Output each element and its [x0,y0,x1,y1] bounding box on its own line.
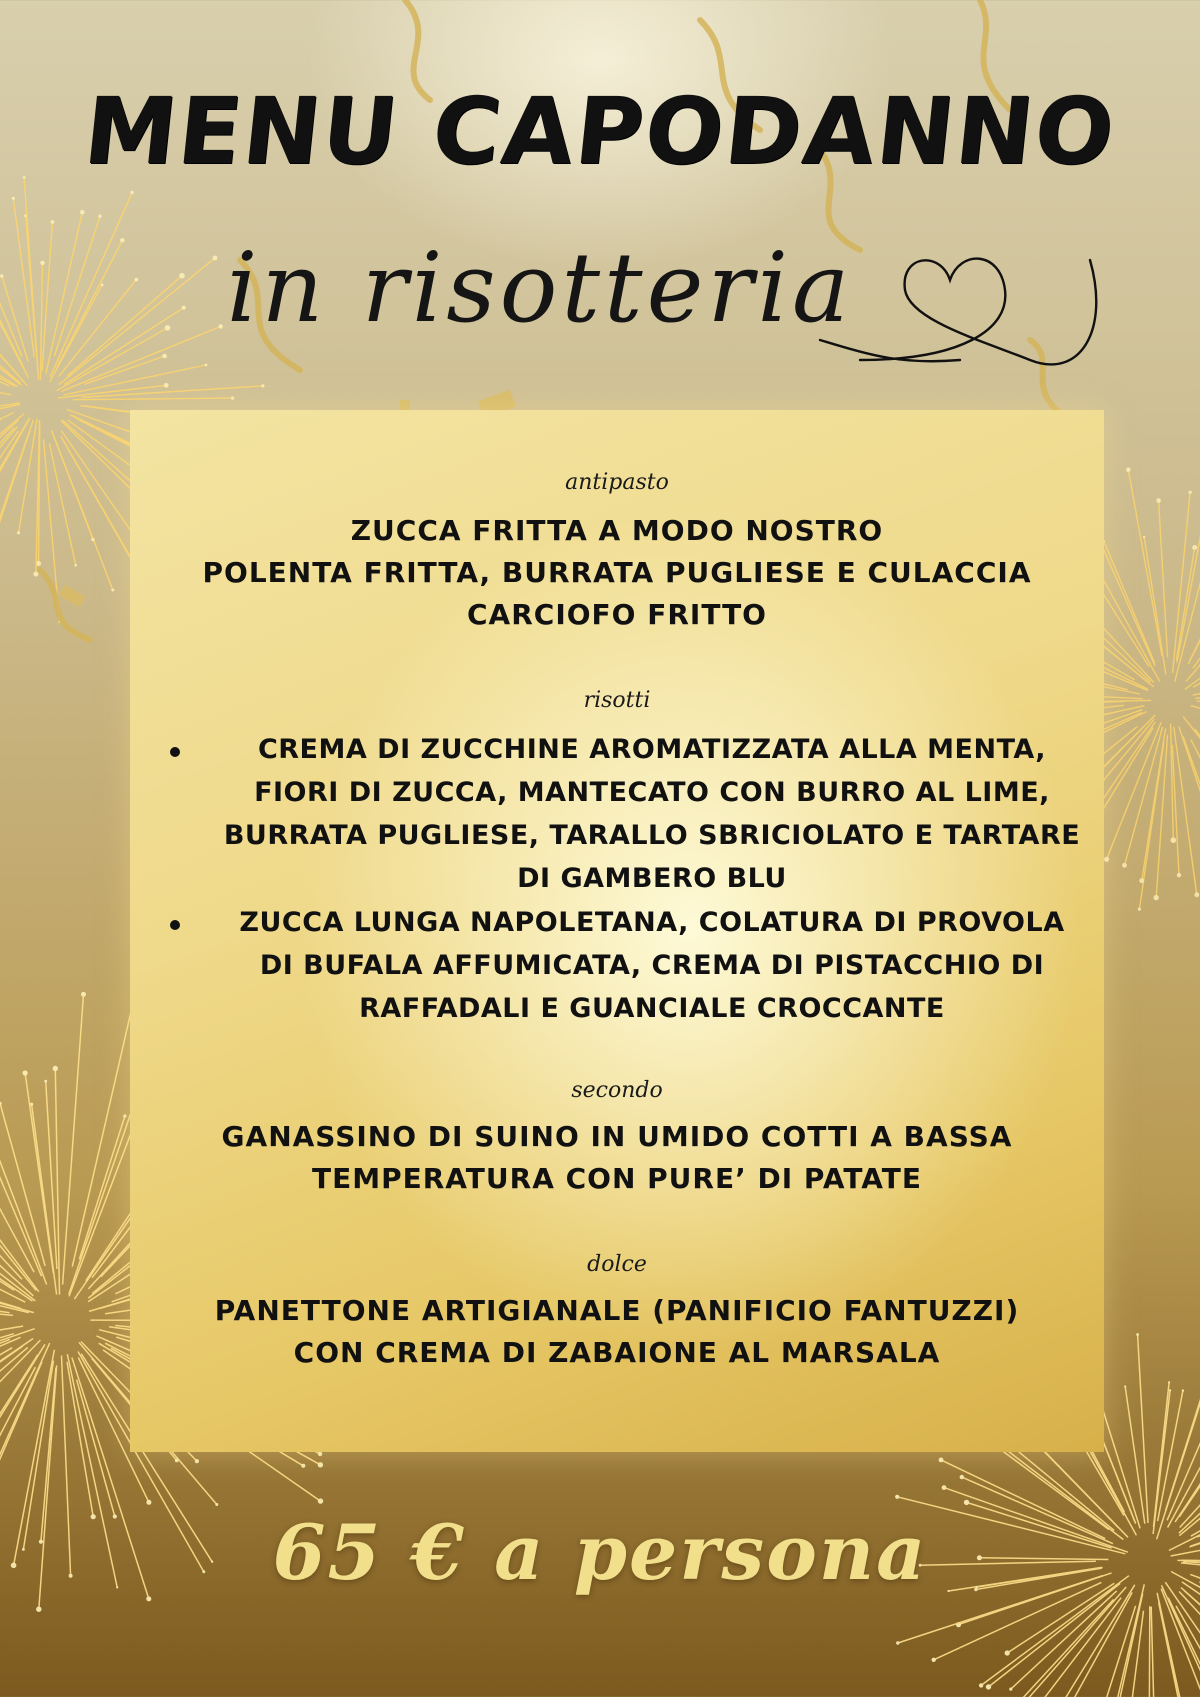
firework-spark [932,1658,936,1662]
firework-spark [1171,837,1177,843]
firework-spark [1168,1381,1170,1383]
firework-ray [0,1347,28,1487]
firework-spark [51,220,55,224]
firework-spark [98,215,101,218]
firework-spark [986,1684,991,1689]
antipasto-item: POLENTA FRITTA, BURRATA PUGLIESE E CULACCIA [202,556,1032,589]
firework-ray [1157,1593,1200,1697]
antipasto-item: CARCIOFO FRITTO [467,598,767,631]
firework-spark [318,1462,323,1467]
firework-ray [1166,1363,1200,1511]
firework-spark [80,210,85,215]
firework-spark [231,397,234,400]
firework-spark [1124,1385,1126,1387]
firework-spark [1177,873,1181,877]
firework-spark [205,364,208,367]
firework-ray [0,1104,45,1267]
firework-spark [1154,895,1159,900]
firework-spark [979,1683,983,1687]
firework-spark [301,1464,305,1468]
firework-spark [895,1495,899,1499]
firework-spark [23,1070,28,1075]
firework-ray [1172,745,1179,875]
firework-ray [989,1583,1121,1687]
firework-spark [1156,498,1161,503]
firework-ray [1128,470,1162,656]
firework-spark [1139,878,1144,883]
price-per-person: 65 € a persona [272,1508,928,1597]
firework-ray [1193,603,1200,688]
firework-spark [1126,467,1131,472]
firework-spark [33,572,38,577]
firework-spark [942,1485,947,1490]
firework-spark [318,1498,323,1503]
firework-spark [1104,857,1109,862]
firework-spark [30,1103,33,1106]
firework-spark [17,531,20,534]
firework-ray [980,1598,1122,1697]
firework-spark [215,1503,218,1506]
firework-ray [1173,492,1191,673]
firework-ray [0,1209,35,1301]
firework-ray [0,1158,14,1290]
firework-ray [46,1081,57,1269]
firework-spark [896,1641,899,1644]
firework-spark [939,1458,944,1463]
firework-spark [53,1066,58,1071]
firework-ray [0,431,19,542]
firework-spark [964,1500,969,1505]
firework-spark [1143,536,1145,538]
firework-ray [84,356,164,384]
firework-ray [1151,1607,1155,1697]
firework-ray [1144,537,1166,675]
firework-ray [1168,1328,1200,1528]
firework-spark [1122,863,1127,868]
firework-spark [146,1596,151,1601]
firework-ray [1174,727,1197,895]
firework-spark [146,1500,151,1505]
firework-spark [1188,491,1191,494]
firework-spark [960,1475,964,1479]
antipasto-item: ZUCCA FRITTA A MODO NOSTRO [350,514,884,547]
firework-ray [1149,1606,1150,1697]
section-label-dolce: dolce [587,1252,647,1277]
risotto-item-text: ZUCCA LUNGA NAPOLETANA, COLATURA DI PROVOLA DI BUFALA AFFUMICATA, CREMA DI PISTACCHIO DI RAFFADALI E GUANCIALE CROCCANTE [239,907,1065,1024]
firework-ray [1095,1584,1144,1697]
risotto-item [170,901,1084,1030]
firework-spark [1192,545,1197,550]
firework-spark [164,383,169,388]
firework-spark [12,197,15,200]
section-label-risotti: risotti [583,688,651,713]
firework-spark [123,1114,126,1117]
secondo-item: GANASSINO DI SUINO IN UMIDO COTTI A BASSA TEMPERATURA CON PURE’ DI PATATE [221,1120,1013,1195]
risotto-item [170,728,1084,900]
menu-subtitle: in risotteria [226,232,854,344]
firework-ray [0,420,33,578]
firework-spark [261,384,264,387]
risotto-item-text: CREMA DI ZUCCHINE AROMATIZZATA ALLA MENTA, FIORI DI ZUCCA, MANTECATO CON BURRO AL LIME, BURRATA PUGLIESE, TARALLO SBRICIOLATO E TARTARE DI GAMBERO BLU [223,734,1081,894]
firework-ray [1176,1606,1200,1697]
firework-spark [91,538,94,541]
firework-ray [0,1157,33,1296]
firework-spark [111,589,114,592]
firework-spark [1005,1650,1010,1655]
firework-spark [36,1607,41,1612]
firework-spark [195,1459,199,1463]
firework-spark [1138,908,1141,911]
firework-spark [1169,1389,1171,1391]
section-label-antipasto: antipasto [565,470,669,495]
firework-spark [1136,1333,1139,1336]
firework-spark [81,992,86,997]
firework-spark [0,1102,2,1105]
menu-title: MENU CAPODANNO [79,78,1121,185]
firework-spark [1009,1688,1012,1691]
firework-ray [1188,500,1200,664]
section-label-secondo: secondo [571,1078,663,1103]
firework-spark [318,1452,322,1456]
dolce-item: PANETTONE ARTIGIANALE (PANIFICIO FANTUZZI) CON CREMA DI ZABAIONE AL MARSALA [214,1294,1020,1369]
firework-ray [1179,1357,1200,1533]
firework-ray [0,420,18,537]
firework-ray [1167,1357,1200,1520]
firework-spark [1182,1389,1184,1391]
firework-ray [0,1346,23,1462]
firework-ray [1138,1335,1148,1523]
firework-spark [74,564,77,567]
firework-spark [162,354,167,359]
firework-ray [73,398,233,400]
menu-panel [130,410,1104,1452]
firework-spark [130,191,133,194]
firework-ray [63,994,84,1284]
firework-spark [1194,892,1199,897]
firework-spark [44,1080,47,1083]
firework-spark [175,1459,179,1463]
firework-ray [1171,724,1174,840]
firework-ray [0,427,18,570]
